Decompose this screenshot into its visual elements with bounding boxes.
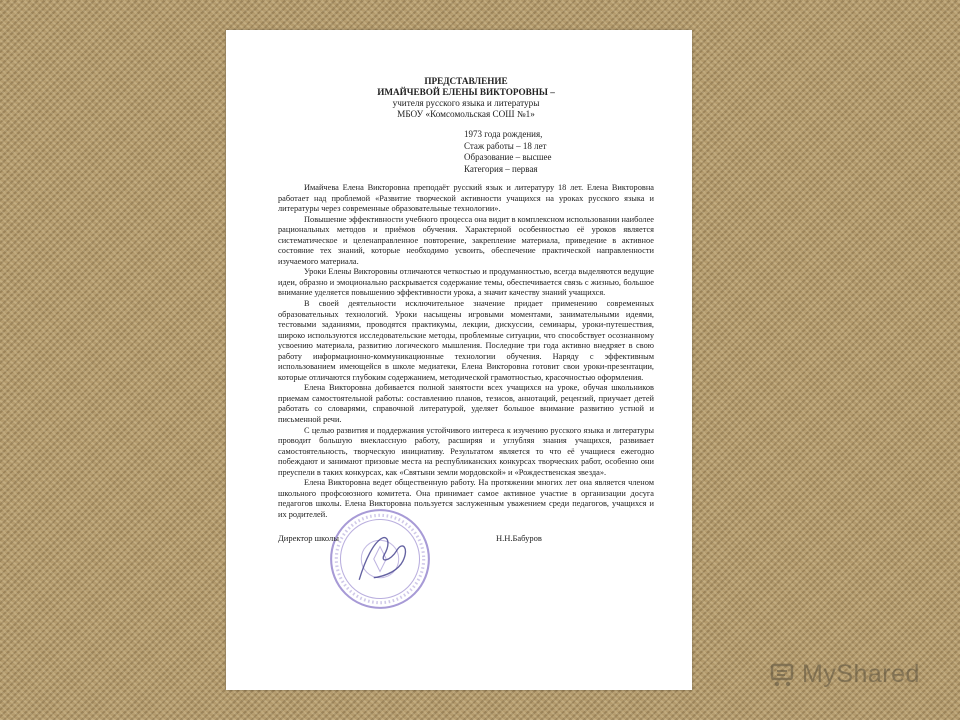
paragraph: В своей деятельности исключительное значение придает применению современных образовательных технологий. Уроки насыщены игровыми моментами, занимательными идеями, тестовыми заданиями, проводятся практикумы, лекции, дискуссии, семинары, уроки-путешествия, широко используются исследовательские методы, проблемные ситуации, что способствует осознанному усвоению материала, развитию логического мышления. Последние три года активно внедряет в свою работу информационно-коммуникационные технологии обучения. Наряду с эффективным использованием имеющейся в школе медиатеки, Елена Викторовна готовит свои уроки-презентации, которые отличаются глубоким содержанием, методической грамотностью, красочностью оформления. bbox=[278, 299, 654, 382]
info-birth: 1973 года рождения, bbox=[464, 129, 543, 139]
teacher-info bbox=[464, 129, 654, 175]
myshared-watermark bbox=[768, 652, 920, 696]
document-page bbox=[226, 30, 692, 690]
info-experience: Стаж работы – 18 лет bbox=[464, 140, 547, 151]
paragraph: Имайчева Елена Викторовна преподаёт русский язык и литературу 18 лет. Елена Викторовна работает над проблемой «Развитие творческой активности учащихся на уроках русского языка и литературы через современные образовательные технологии». bbox=[278, 183, 654, 214]
paragraph: Уроки Елены Викторовны отличаются четкостью и продуманностью, всегда выделяются ведущие идеи, образно и эмоционально раскрывается содержание темы, обеспечивается связь с жизнью, большое внимание уделяется повышению эффективности урока, а значит качеству знаний учащихся. bbox=[278, 267, 654, 298]
signature-role: Директор школы bbox=[278, 532, 339, 543]
paragraph: Елена Викторовна ведет общественную работу. На протяжении многих лет она является членом школьного профсоюзного комитета. Она принимает самое активное участие в организации досуга педагогов школы. Елена Викторовна пользуется заслуженным уважением среди педагогов, учащихся и их родителей. bbox=[278, 478, 654, 519]
paragraph: Елена Викторовна добивается полной занятости всех учащихся на уроке, обучая школьников приемам самостоятельной работы: составлению планов, тезисов, аннотаций, рецензий, приучает детей работать со словарями, справочной литературой, уделяет большое внимание развитию устной и письменной речи. bbox=[278, 383, 654, 425]
document-header bbox=[278, 76, 654, 120]
paragraph: С целью развития и поддержания устойчивого интереса к изучению русского языка и литературы проводит большую внеклассную работу, расширяя и углубляя знания учащихся, развивает самостоятельность, творческую инициативу. Результатом является то что её учащиеся ежегодно побеждают и занимают призовые места на республиканских конкурсах творческих работ, особенно они преуспели в таких конкурсах, как «Святыни земли мордовской» и «Рождественская звезда». bbox=[278, 425, 654, 477]
document-title: ПРЕДСТАВЛЕНИЕ bbox=[424, 76, 508, 86]
signature-name: Н.Н.Бабуров bbox=[496, 532, 542, 543]
info-education: Образование – высшее bbox=[464, 152, 552, 162]
cart-icon bbox=[768, 659, 798, 689]
signature-block bbox=[278, 533, 654, 613]
watermark-text: MyShared bbox=[802, 659, 920, 688]
school-name: МБОУ «Комсомольская СОШ №1» bbox=[397, 109, 535, 119]
paragraph: Повышение эффективности учебного процесса она видит в комплексном использовании наиболее рациональных методов и приёмов обучения. Характерной особенностью её уроков является систематическое и целенаправленное повторение, закрепление материала, приведение в активное состояние тех знаний, которые необходимо усвоить, обеспечение практической направленности изучаемого материала. bbox=[278, 214, 654, 266]
teacher-name: ИМАЙЧЕВОЙ ЕЛЕНЫ ВИКТОРОВНЫ – bbox=[377, 87, 555, 97]
info-category: Категория – первая bbox=[464, 163, 538, 174]
document-body bbox=[278, 183, 654, 521]
teacher-position: учителя русского языка и литературы bbox=[392, 98, 540, 108]
signature-scribble bbox=[328, 507, 432, 611]
